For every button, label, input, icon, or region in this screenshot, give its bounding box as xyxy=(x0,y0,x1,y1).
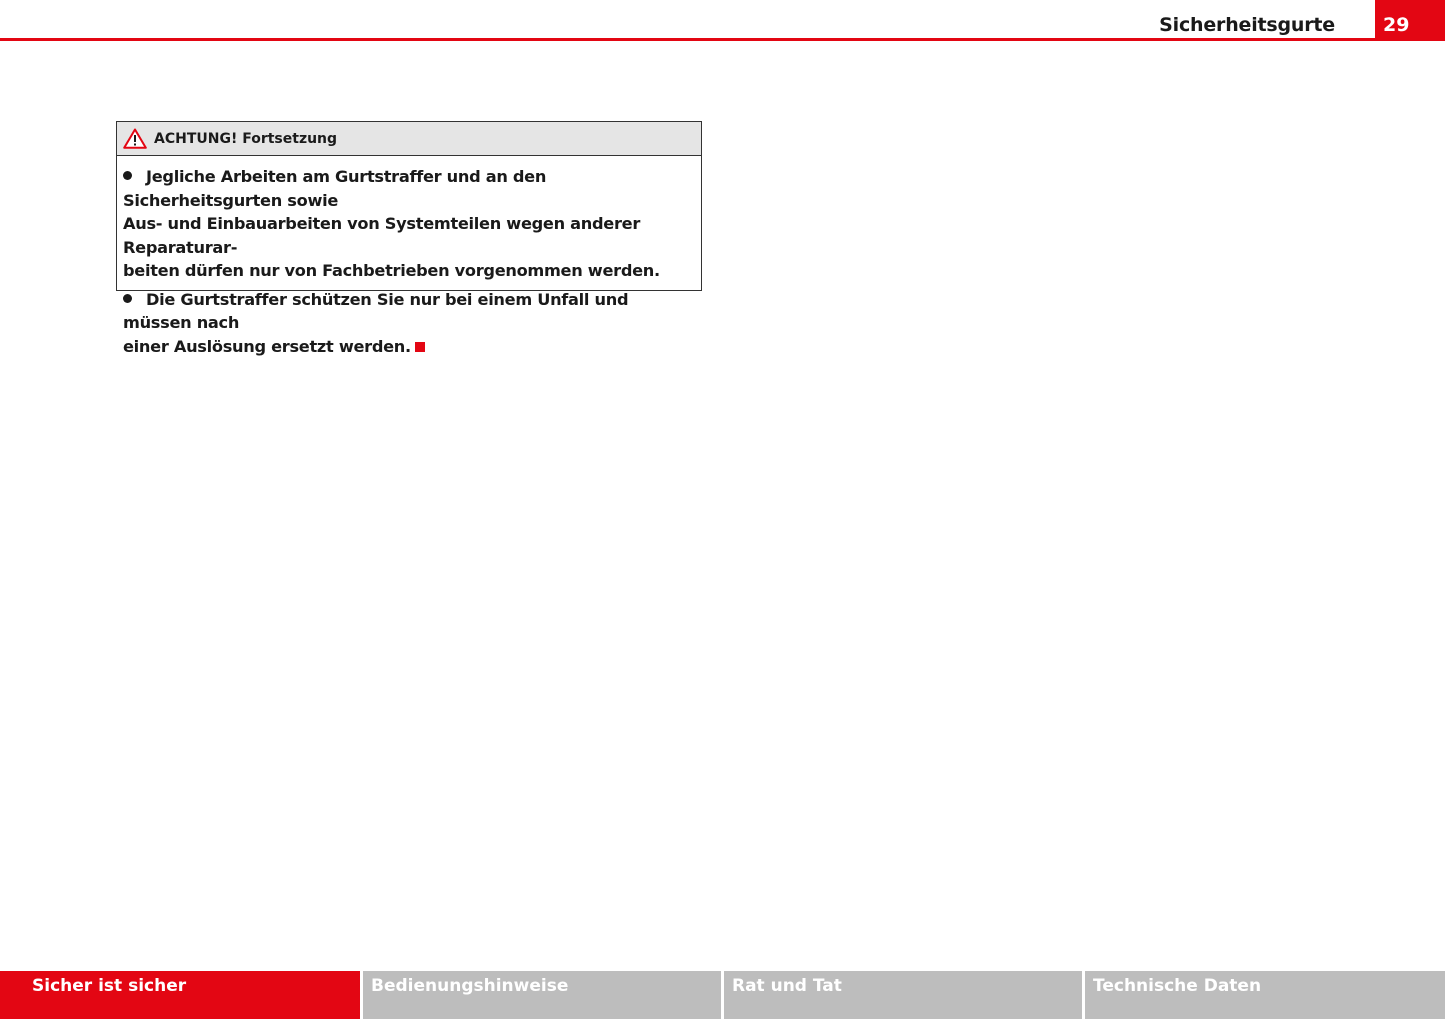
warning-box xyxy=(116,121,702,356)
footer-navigation xyxy=(0,971,1445,1019)
bullet-icon xyxy=(123,294,132,303)
warning-triangle-icon xyxy=(123,128,147,149)
warning-text-line: Die Gurtstraffer schützen Sie nur bei einem Unfall und müssen nach xyxy=(123,289,629,332)
warning-text-line: Jegliche Arbeiten am Gurtstraffer und an den Sicherheitsgurten sowie xyxy=(123,167,547,210)
tab-technische-daten[interactable]: Technische Daten xyxy=(1085,971,1445,1019)
warning-text-line: einer Auslösung ersetzt werden. xyxy=(123,336,411,356)
section-title: Sicherheitsgurte xyxy=(1159,14,1335,36)
warning-text-line: beiten dürfen nur von Fachbetrieben vorgenommen werden. xyxy=(123,261,660,280)
tab-rat-und-tat[interactable]: Rat und Tat xyxy=(724,971,1082,1019)
page-number: 29 xyxy=(1383,14,1410,36)
header-divider xyxy=(0,38,1445,41)
warning-header xyxy=(117,122,701,156)
tab-bedienungshinweise[interactable]: Bedienungshinweise xyxy=(363,971,721,1019)
bullet-icon xyxy=(123,171,132,180)
tab-sicher-ist-sicher[interactable]: Sicher ist sicher xyxy=(0,971,360,1019)
warning-heading: ACHTUNG! Fortsetzung xyxy=(154,131,338,147)
warning-list-item xyxy=(123,288,693,359)
page-number-badge xyxy=(1375,0,1445,41)
warning-text-line: Aus- und Einbauarbeiten von Systemteilen wegen anderer Reparaturar- xyxy=(123,214,641,257)
section-end-icon xyxy=(415,342,425,352)
warning-body xyxy=(117,156,701,358)
warning-list-item xyxy=(123,165,693,283)
